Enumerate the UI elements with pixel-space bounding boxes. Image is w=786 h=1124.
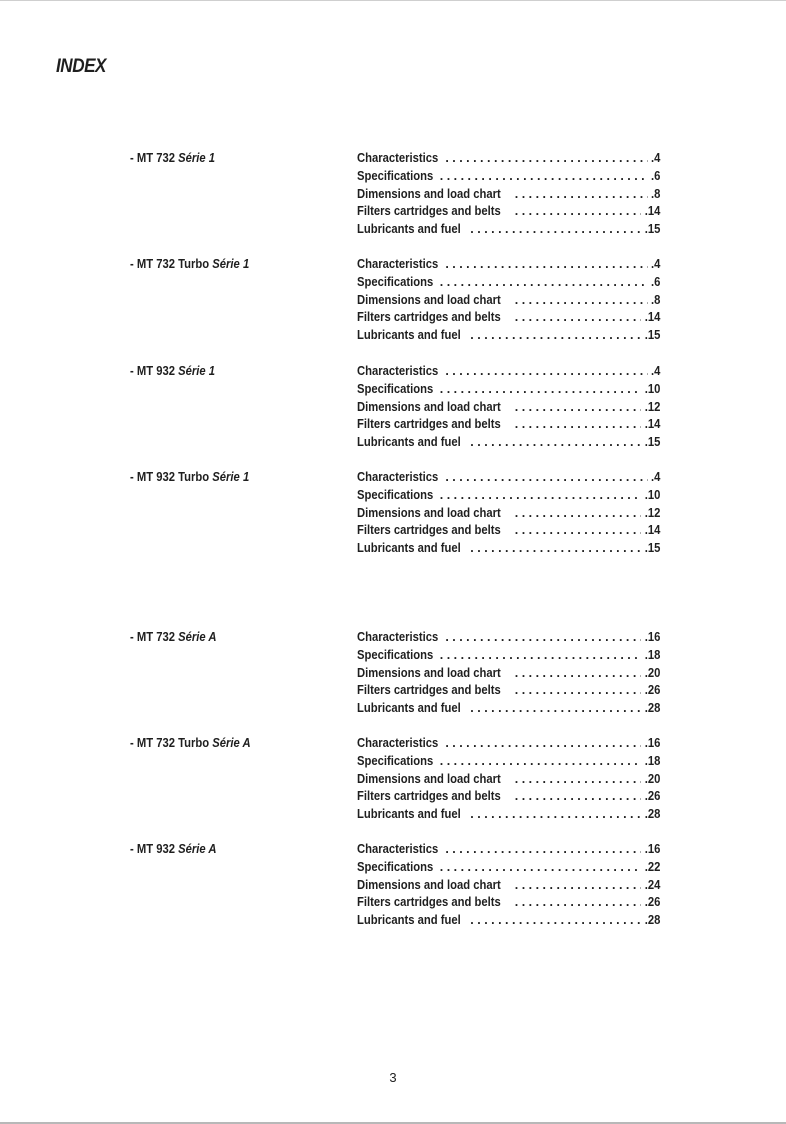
model-heading — [130, 842, 217, 856]
entry-page: .28 — [644, 913, 660, 928]
index-entry[interactable] — [357, 204, 660, 222]
entry-label: Characteristics — [357, 630, 439, 644]
entry-label: Specifications — [357, 274, 434, 289]
entry-page: .15 — [644, 328, 660, 343]
model-series: Série A — [212, 736, 251, 750]
entry-label: Lubricants and fuel — [357, 435, 461, 450]
index-entry[interactable] — [357, 310, 660, 328]
dot-leader — [445, 151, 647, 165]
entry-page: .26 — [644, 683, 660, 698]
entry-page: .6 — [650, 274, 660, 289]
index-entry[interactable] — [357, 151, 660, 169]
index-entry[interactable] — [357, 506, 660, 524]
entry-page: .14 — [644, 523, 660, 538]
entry-label: Filters cartridges and belts — [357, 204, 501, 219]
model-series: Série A — [178, 842, 217, 856]
entry-page: .16 — [644, 842, 660, 856]
dot-leader — [445, 842, 640, 856]
dot-leader — [440, 860, 641, 874]
index-entry[interactable] — [357, 913, 660, 931]
index-entry[interactable] — [357, 169, 660, 187]
dot-leader — [440, 754, 641, 768]
entry-label: Specifications — [357, 859, 434, 874]
model-series: Série 1 — [212, 257, 250, 271]
entry-label: Specifications — [357, 753, 434, 768]
entry-page: .15 — [644, 435, 660, 450]
model-heading — [130, 470, 249, 484]
page-title: INDEX — [56, 56, 107, 77]
entry-label: Filters cartridges and belts — [357, 417, 501, 432]
entry-label: Filters cartridges and belts — [357, 683, 501, 698]
entry-label: Characteristics — [357, 257, 439, 271]
index-entry[interactable] — [357, 648, 660, 666]
entry-label: Filters cartridges and belts — [357, 310, 501, 325]
entry-page: .28 — [644, 807, 660, 822]
index-entry[interactable] — [357, 541, 660, 559]
entry-page: .6 — [650, 168, 660, 183]
model-name: - MT 732 Turbo — [130, 257, 213, 271]
entry-page: .14 — [644, 417, 660, 432]
entry-list — [357, 736, 660, 825]
entry-page: .26 — [644, 789, 660, 804]
entry-label: Dimensions and load chart — [357, 665, 501, 680]
entry-list — [357, 630, 660, 719]
dot-leader — [445, 470, 647, 484]
model-heading — [130, 736, 251, 750]
entry-label: Lubricants and fuel — [357, 328, 461, 343]
model-name: - MT 932 Turbo — [130, 470, 213, 484]
entry-label: Dimensions and load chart — [357, 771, 501, 786]
index-entry[interactable] — [357, 293, 660, 311]
entry-page: .10 — [644, 381, 660, 396]
model-name: - MT 932 — [130, 364, 179, 378]
entry-label: Lubricants and fuel — [357, 541, 461, 556]
entry-label: Specifications — [357, 168, 434, 183]
entry-list — [357, 257, 660, 346]
model-heading — [130, 364, 215, 378]
entry-page: .18 — [644, 753, 660, 768]
entry-label: Lubricants and fuel — [357, 807, 461, 822]
index-entry[interactable] — [357, 275, 660, 293]
entry-page: .20 — [644, 665, 660, 680]
model-name: - MT 932 — [130, 842, 179, 856]
dot-leader — [515, 310, 641, 324]
index-entry[interactable] — [357, 807, 660, 825]
model-name: - MT 732 Turbo — [130, 736, 213, 750]
top-border — [0, 0, 786, 1]
entry-page: .20 — [644, 771, 660, 786]
entry-page: .16 — [644, 630, 660, 644]
entry-label: Filters cartridges and belts — [357, 523, 501, 538]
entry-page: .12 — [644, 399, 660, 414]
index-entry[interactable] — [357, 789, 660, 807]
dot-leader — [515, 417, 641, 431]
entry-label: Lubricants and fuel — [357, 701, 461, 716]
model-name: - MT 732 — [130, 630, 179, 644]
entry-label: Dimensions and load chart — [357, 505, 501, 520]
index-entry[interactable] — [357, 435, 660, 453]
dot-leader — [445, 257, 647, 271]
dot-leader — [440, 648, 641, 662]
entry-label: Specifications — [357, 381, 434, 396]
index-entry[interactable] — [357, 895, 660, 913]
dot-leader — [445, 736, 640, 750]
entry-label: Dimensions and load chart — [357, 292, 501, 307]
dot-leader — [515, 293, 648, 307]
dot-leader — [515, 789, 641, 803]
dot-leader — [470, 807, 640, 821]
entry-page: .18 — [644, 647, 660, 662]
dot-leader — [445, 364, 647, 378]
dot-leader — [515, 187, 648, 201]
dot-leader — [515, 506, 641, 520]
dot-leader — [470, 222, 640, 236]
index-entry[interactable] — [357, 187, 660, 205]
entry-page: .4 — [650, 470, 660, 484]
dot-leader — [440, 488, 641, 502]
entry-label: Dimensions and load chart — [357, 877, 501, 892]
entry-label: Characteristics — [357, 151, 439, 165]
model-heading — [130, 630, 217, 644]
entry-page: .22 — [644, 859, 660, 874]
dot-leader — [515, 895, 641, 909]
entry-label: Dimensions and load chart — [357, 186, 501, 201]
entry-label: Characteristics — [357, 842, 439, 856]
index-entry[interactable] — [357, 860, 660, 878]
entry-page: .28 — [644, 701, 660, 716]
entry-label: Characteristics — [357, 364, 439, 378]
entry-list — [357, 151, 660, 240]
index-entry[interactable] — [357, 523, 660, 541]
model-heading — [130, 151, 215, 165]
dot-leader — [470, 328, 640, 342]
page-number: 3 — [389, 1070, 397, 1085]
dot-leader — [470, 541, 640, 555]
index-entry[interactable] — [357, 364, 660, 382]
dot-leader — [515, 204, 641, 218]
index-entry[interactable] — [357, 222, 660, 240]
entry-label: Characteristics — [357, 470, 439, 484]
dot-leader — [440, 382, 641, 396]
entry-list — [357, 470, 660, 559]
index-entry[interactable] — [357, 417, 660, 435]
entry-page: .10 — [644, 487, 660, 502]
entry-page: .16 — [644, 736, 660, 750]
entry-page: .15 — [644, 541, 660, 556]
index-entry[interactable] — [357, 772, 660, 790]
model-series: Série 1 — [212, 470, 250, 484]
entry-page: .4 — [650, 257, 660, 271]
entry-page: .24 — [644, 877, 660, 892]
index-entry[interactable] — [357, 488, 660, 506]
dot-leader — [470, 435, 640, 449]
dot-leader — [445, 630, 640, 644]
entry-page: .15 — [644, 222, 660, 237]
model-series: Série 1 — [178, 151, 216, 165]
entry-label: Filters cartridges and belts — [357, 895, 501, 910]
dot-leader — [515, 400, 641, 414]
index-entry[interactable] — [357, 400, 660, 418]
dot-leader — [470, 701, 640, 715]
entry-list — [357, 364, 660, 453]
index-entry[interactable] — [357, 754, 660, 772]
index-entry[interactable] — [357, 257, 660, 275]
model-name: - MT 732 — [130, 151, 179, 165]
index-entry[interactable] — [357, 382, 660, 400]
model-series: Série A — [178, 630, 217, 644]
entry-page: .14 — [644, 310, 660, 325]
model-heading — [130, 257, 249, 271]
entry-page: .26 — [644, 895, 660, 910]
entry-page: .8 — [650, 186, 660, 201]
index-entry[interactable] — [357, 701, 660, 719]
index-entry[interactable] — [357, 470, 660, 488]
dot-leader — [470, 913, 640, 927]
dot-leader — [515, 878, 641, 892]
index-entry[interactable] — [357, 878, 660, 896]
entry-label: Filters cartridges and belts — [357, 789, 501, 804]
dot-leader — [440, 169, 648, 183]
entry-page: .12 — [644, 505, 660, 520]
entry-page: .4 — [650, 364, 660, 378]
index-entry[interactable] — [357, 328, 660, 346]
entry-page: .14 — [644, 204, 660, 219]
index-entry[interactable] — [357, 666, 660, 684]
dot-leader — [515, 523, 641, 537]
index-entry[interactable] — [357, 683, 660, 701]
entry-label: Lubricants and fuel — [357, 222, 461, 237]
index-entry[interactable] — [357, 842, 660, 860]
index-entry[interactable] — [357, 630, 660, 648]
entry-label: Lubricants and fuel — [357, 913, 461, 928]
dot-leader — [515, 666, 641, 680]
entry-label: Characteristics — [357, 736, 439, 750]
dot-leader — [515, 772, 641, 786]
entry-label: Specifications — [357, 647, 434, 662]
entry-list — [357, 842, 660, 931]
model-series: Série 1 — [178, 364, 216, 378]
entry-label: Dimensions and load chart — [357, 399, 501, 414]
entry-page: .8 — [650, 292, 660, 307]
dot-leader — [515, 683, 641, 697]
entry-label: Specifications — [357, 487, 434, 502]
dot-leader — [440, 275, 648, 289]
entry-page: .4 — [650, 151, 660, 165]
index-entry[interactable] — [357, 736, 660, 754]
